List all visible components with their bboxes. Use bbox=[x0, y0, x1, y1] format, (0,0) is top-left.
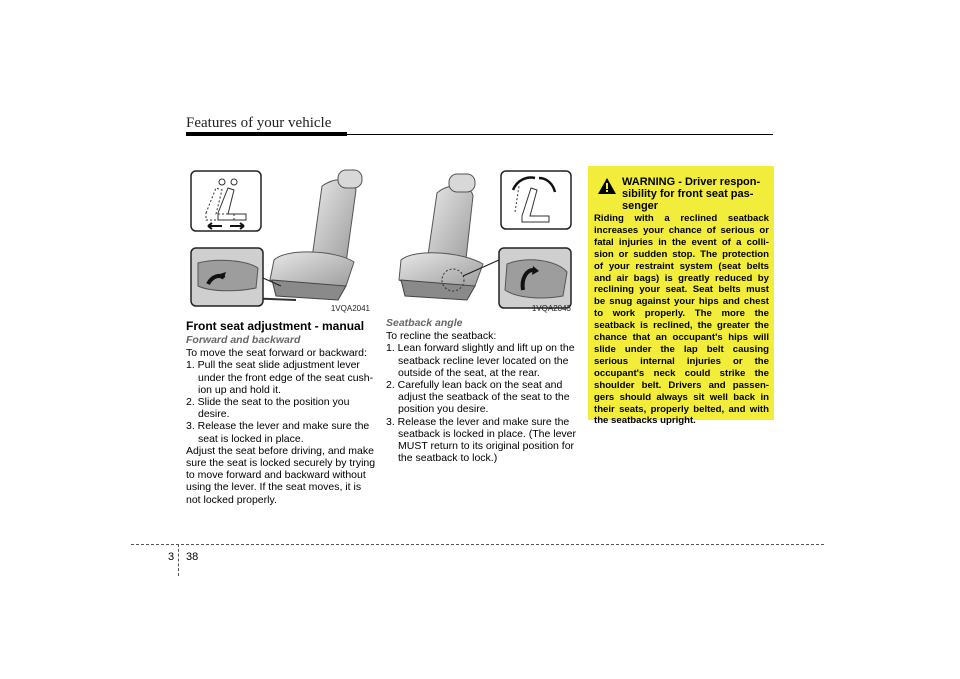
section-title: Front seat adjustment - manual bbox=[186, 319, 365, 333]
seat-slide-illustration bbox=[186, 168, 374, 315]
warning-header bbox=[598, 176, 774, 212]
footer-rule bbox=[131, 544, 824, 545]
figure-code: 1VQA2041 bbox=[330, 304, 370, 313]
seatback-section bbox=[386, 317, 576, 464]
warning-label: WARNING - bbox=[622, 176, 685, 188]
header-title: Features of your vehicle bbox=[186, 115, 332, 131]
page-number: 38 bbox=[186, 551, 199, 563]
seatback-recline-illustration bbox=[387, 168, 575, 315]
list-item: 3. Release the lever and make sure the seatback is locked in place. (The lever MUST return to its original position for the seatback to lock.) bbox=[386, 415, 577, 465]
warning-title bbox=[622, 176, 774, 212]
warning-topic: Driver respon-sibility for front seat pas-senger bbox=[622, 176, 761, 212]
warning-box bbox=[588, 166, 774, 427]
header-rule-line bbox=[186, 134, 773, 135]
footer-divider bbox=[178, 544, 179, 576]
note-text: Adjust the seat before driving, and make sure the seat is locked securely by trying to move forward and backward without using the lever. If the seat moves, it is not locked properly. bbox=[186, 444, 376, 506]
subsection-title: Seatback angle bbox=[386, 317, 463, 329]
chapter-number: 3 bbox=[168, 551, 175, 563]
intro-text: To recline the seatback: bbox=[386, 330, 497, 343]
steps-list bbox=[386, 342, 576, 464]
seatback-recline-figure bbox=[387, 168, 575, 315]
intro-text: To move the seat forward or backward: bbox=[186, 347, 367, 360]
list-item: 1. Lean forward slightly and lift up on the seatback recline lever located on the outside of the seat, at the rear. bbox=[386, 342, 575, 379]
list-item: 2. Slide the seat to the position you desire. bbox=[186, 396, 350, 421]
seat-slide-figure bbox=[186, 168, 374, 315]
subsection-title: Forward and backward bbox=[186, 334, 301, 346]
steps-list bbox=[186, 359, 376, 444]
list-item: 2. Carefully lean back on the seat and adjust the seatback of the seat to the position you desire. bbox=[386, 379, 570, 416]
front-seat-section bbox=[186, 317, 376, 506]
warning-icon bbox=[598, 178, 616, 194]
figure-code: 1VQA2043 bbox=[531, 304, 571, 313]
warning-body: Riding with a reclined seatback increases your chance of serious or fatal injuries in the event of a colli-sion or sudden stop. The protection of your restraint system (seat belts and air bags) is greatly reduced by reclining your seat. Seat belts must be snug against your hips and chest to work properly. The more the seatback is reclined, the greater the chance that an occupant's hips will slide under the lap belt causing serious internal injuries or the occupant's neck could strike the shoulder belt. Drivers and passen-gers should always sit well back in their seats, properly belted, and with the seatbacks upright. bbox=[594, 213, 769, 427]
list-item: 3. Release the lever and make sure the seat is locked in place. bbox=[186, 420, 370, 445]
list-item: 1. Pull the seat slide adjustment lever under the front edge of the seat cush-ion up and hold it. bbox=[186, 359, 374, 396]
